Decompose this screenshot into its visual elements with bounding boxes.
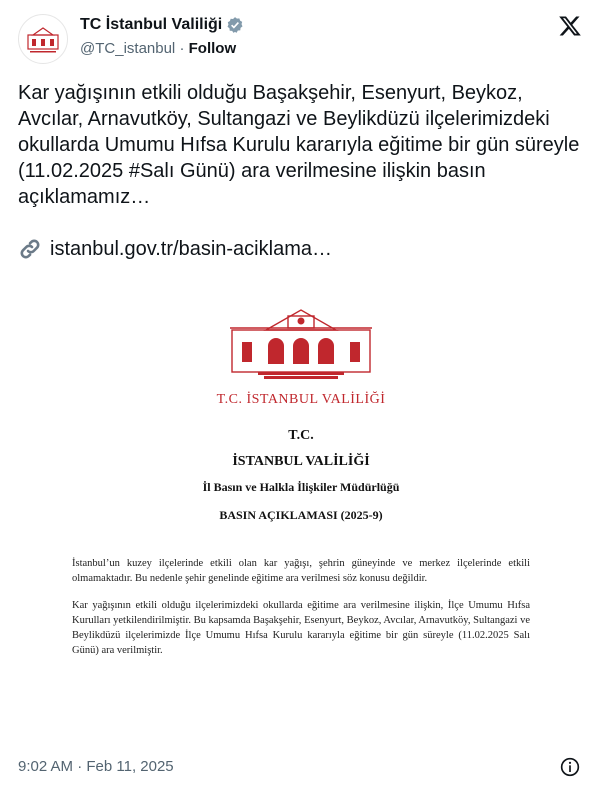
timestamp[interactable]: 9:02 AM · Feb 11, 2025	[18, 758, 174, 775]
separator: ·	[175, 40, 189, 57]
document-line-directorate: İl Basın ve Halkla İlişkiler Müdürlüğü	[202, 480, 400, 494]
attached-document-image[interactable]	[18, 290, 584, 730]
avatar[interactable]	[18, 14, 68, 64]
document-paragraph-2: Kar yağışının etkili olduğu ilçelerimizdeki okullarda eğitime ara verilmesine ilişkin, İlçe Umumu Hıfsa Kurulları yetkilendirilmiştir. Bu kapsamda Başakşehir, Esenyurt, Beykoz, Avcılar, Arnavutköy, Sultangazi ve Beylikdüzü ilçelerimizde İlçe Umumu Hıfsa Kurulu kararıyla eğitime bir gün süreyle (11.02.2025 Salı Günü) ara verilmiştir.	[72, 600, 530, 656]
document-line-tc: T.C.	[288, 428, 314, 443]
link-row	[18, 236, 332, 262]
document-paragraph-1: İstanbul’un kuzey ilçelerinde etkili olan kar yağışı, şehrin güneyinde ve merkez ilçelerinde etkili olmamaktadır. Bu nedenle şehir genelinde eğitime ara verilmesi söz konusu değildir.	[72, 558, 530, 584]
tweet-header	[0, 0, 600, 70]
display-name[interactable]: TC İstanbul Valiliği	[80, 16, 223, 33]
follow-button[interactable]: Follow	[188, 40, 237, 57]
valilik-logo-icon	[19, 15, 67, 63]
document-title: BASIN AÇIKLAMASI (2025-9)	[219, 508, 383, 522]
verified-badge-icon	[226, 16, 244, 34]
tweet-text: Kar yağışının etkili olduğu Başakşehir, Esenyurt, Beykoz, Avcılar, Arnavutköy, Sultangazi ve Beylikdüzü ilçelerimizdeki okullarda Umumu Hıfsa Kurulu kararıyla eğitime bir gün süreyle (11.02.2025 #Salı Günü) ara verilmesine ilişkin basın açıklamamız…	[18, 82, 585, 208]
handle[interactable]: @TC_istanbul	[80, 40, 176, 57]
valilik-building-icon	[228, 302, 374, 382]
link-icon	[18, 237, 42, 261]
x-logo-icon[interactable]	[558, 14, 582, 38]
info-icon[interactable]	[560, 757, 580, 777]
tweet-link[interactable]: istanbul.gov.tr/basin-aciklama…	[50, 238, 332, 260]
document-line-valilik: İSTANBUL VALİLİĞİ	[232, 454, 370, 469]
document-brand: T.C. İSTANBUL VALİLİĞİ	[216, 392, 386, 407]
